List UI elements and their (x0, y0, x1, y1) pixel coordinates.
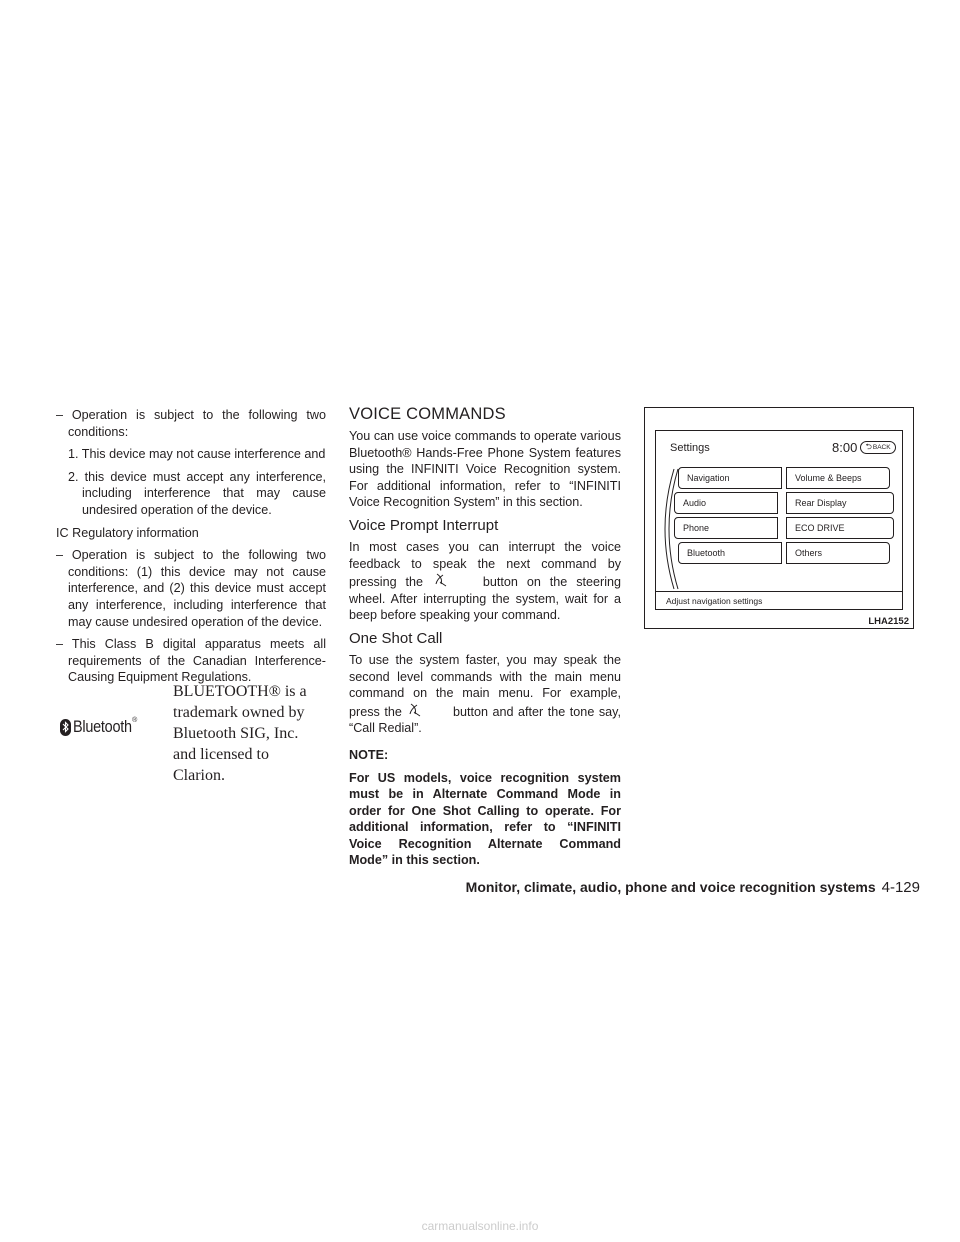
status-text: Adjust navigation settings (666, 596, 763, 606)
back-arrow-icon: ⮌ (865, 441, 872, 451)
middle-column (349, 404, 621, 869)
menu-navigation: Navigation (678, 467, 782, 489)
screen-title: Settings (670, 442, 710, 454)
bluetooth-icon (60, 719, 71, 736)
settings-screen-figure (644, 407, 914, 629)
status-divider (656, 591, 902, 592)
paragraph-conditions: – Operation is subject to the following two conditions: (56, 408, 326, 439)
list-item: 1. This device may not cause interference and (68, 447, 326, 462)
page-footer (420, 879, 920, 896)
menu-audio: Audio (674, 492, 778, 514)
menu-phone: Phone (674, 517, 778, 539)
registered-mark: ® (132, 716, 138, 724)
talk-button-icon (408, 702, 424, 718)
paragraph-ic-conditions: – Operation is subject to the following two conditions: (1) this device may not cause interference, and (2) this device must accept any interference, including interference that may cause undesired operation of the device. (56, 548, 326, 629)
paragraph-voice-prompt-interrupt: In most cases you can interrupt the voice feedback to speak the next command by pressing the button on the steering wheel. After interrupting the system, wait for a beep before speaking your command. (349, 539, 622, 623)
paragraph-voice-commands: You can use voice commands to operate various Bluetooth® Hands-Free Phone System features using the INFINITI Voice Recognition system. For additional information, refer to “INFINITI Voice Recognition System” in this section. (349, 429, 621, 510)
heading-voice-commands: VOICE COMMANDS (349, 405, 506, 423)
menu-others: Others (786, 542, 890, 564)
note-body: For US models, voice recognition system must be in Alternate Command Mode in order for One Shot Calling to operate. For additional information, refer to “INFINITI Voice Recognition Alternate Command Mode” in this section. (349, 770, 621, 868)
page-number: 4-129 (881, 879, 920, 896)
paragraph-one-shot-call: To use the system faster, you may speak the second level commands with the main menu command on the main menu. For example, press the button and after the tone say, “Call Redial”. (349, 652, 622, 736)
bluetooth-trademark-text: BLUETOOTH® is a trademark owned by Bluetooth SIG, Inc. and licensed to Clarion. (173, 683, 307, 784)
ic-regulatory-heading: IC Regulatory information (56, 525, 199, 540)
menu-bluetooth: Bluetooth (678, 542, 782, 564)
left-column (56, 407, 326, 692)
menu-rear-display: Rear Display (786, 492, 894, 514)
menu-volume-beeps: Volume & Beeps (786, 467, 890, 489)
note-heading: NOTE: (349, 747, 389, 762)
list-item: 2. this device must accept any interference, including interference that may cause undesired operation of the device. (68, 469, 326, 517)
paragraph-class-b: – This Class B digital apparatus meets all requirements of the Canadian Interference-Causing Equipment Regulations. (56, 637, 326, 685)
figure-code: LHA2152 (868, 616, 909, 627)
back-button: ⮌ BACK (860, 441, 896, 454)
section-title: Monitor, climate, audio, phone and voice recognition systems (465, 879, 876, 895)
watermark: carmanualsonline.info (421, 1219, 539, 1233)
heading-voice-prompt-interrupt: Voice Prompt Interrupt (349, 516, 499, 534)
settings-screen (655, 430, 903, 610)
talk-button-icon (434, 572, 450, 588)
menu-eco-drive: ECO DRIVE (786, 517, 894, 539)
screen-clock: 8:00 (832, 440, 858, 455)
bluetooth-logo-word: Bluetooth (73, 717, 132, 736)
bluetooth-logo (60, 717, 137, 737)
heading-one-shot-call: One Shot Call (349, 629, 443, 647)
